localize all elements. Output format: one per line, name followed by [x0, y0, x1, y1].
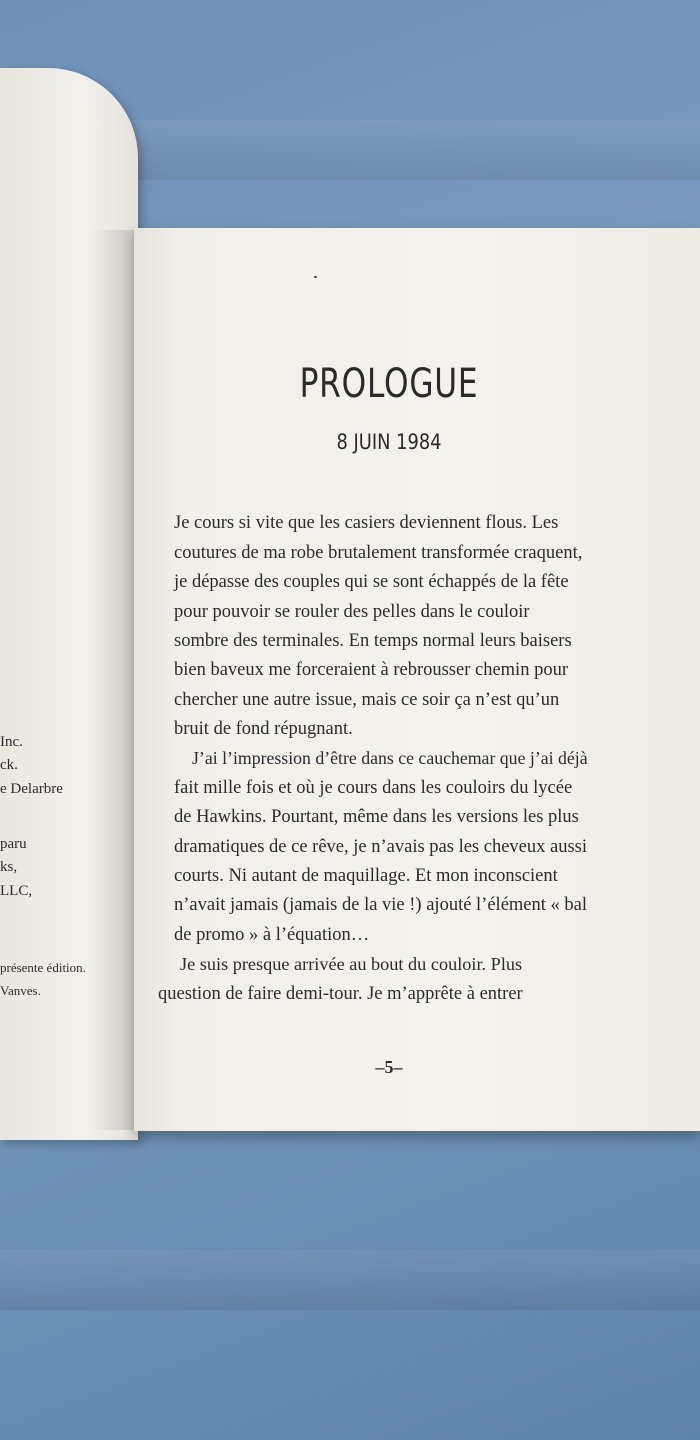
- left-page-fragment: e Delarbre: [0, 781, 63, 797]
- text-line: fait mille fois et où je cours dans les couloirs du lycée: [174, 778, 573, 798]
- text-line: coutures de ma robe brutalement transformée craquent,: [174, 543, 583, 563]
- text-line: bien baveux me forceraient à rebrousser chemin pour: [174, 660, 568, 680]
- text-line: dramatiques de ce rêve, je n’avais pas les cheveux aussi: [174, 837, 587, 857]
- text-line: chercher une autre issue, mais ce soir ça n’est qu’un: [174, 690, 560, 710]
- text-line: Je suis presque arrivée au bout du couloir. Plus: [180, 954, 523, 974]
- text-line: pour pouvoir se rouler des pelles dans le couloir: [174, 602, 530, 622]
- left-page-fragment: Vanves.: [0, 983, 41, 998]
- left-page-fragment: LLC,: [0, 883, 33, 899]
- text-line: Je cours si vite que les casiers deviennent flous. Les: [174, 513, 559, 533]
- text-line: sombre des terminales. En temps normal leurs baisers: [174, 631, 572, 651]
- left-page-fragment: ks,: [0, 859, 18, 875]
- paper-speck: [314, 276, 317, 278]
- gutter-shadow: [88, 230, 138, 1130]
- text-line: je dépasse des couples qui se sont échappés de la fête: [174, 572, 569, 592]
- text-line: courts. Ni autant de maquillage. Et mon inconscient: [174, 866, 558, 886]
- right-page: [134, 228, 700, 1131]
- left-page-fragment: ck.: [0, 757, 18, 773]
- text-line: J’ai l’impression d’être dans ce cauchemar que j’ai déjà: [192, 748, 588, 768]
- fabric-fold: [0, 1250, 700, 1310]
- left-page-fragment: paru: [0, 836, 27, 852]
- left-page-fragment: présente édition.: [0, 960, 86, 975]
- text-line: de Hawkins. Pourtant, même dans les versions les plus: [174, 807, 579, 827]
- text-line: bruit de fond répugnant.: [174, 719, 353, 739]
- text-line: de promo » à l’équation…: [174, 925, 370, 945]
- left-page-fragment: Inc.: [0, 734, 23, 750]
- text-line: n’avait jamais (jamais de la vie !) ajouté l’élément « bal: [174, 895, 587, 915]
- chapter-title: PROLOGUE: [299, 361, 479, 407]
- chapter-date: 8 JUIN 1984: [336, 430, 442, 454]
- page-number: –5–: [375, 1057, 403, 1077]
- text-line: question de faire demi-tour. Je m’apprête à entrer: [158, 984, 523, 1004]
